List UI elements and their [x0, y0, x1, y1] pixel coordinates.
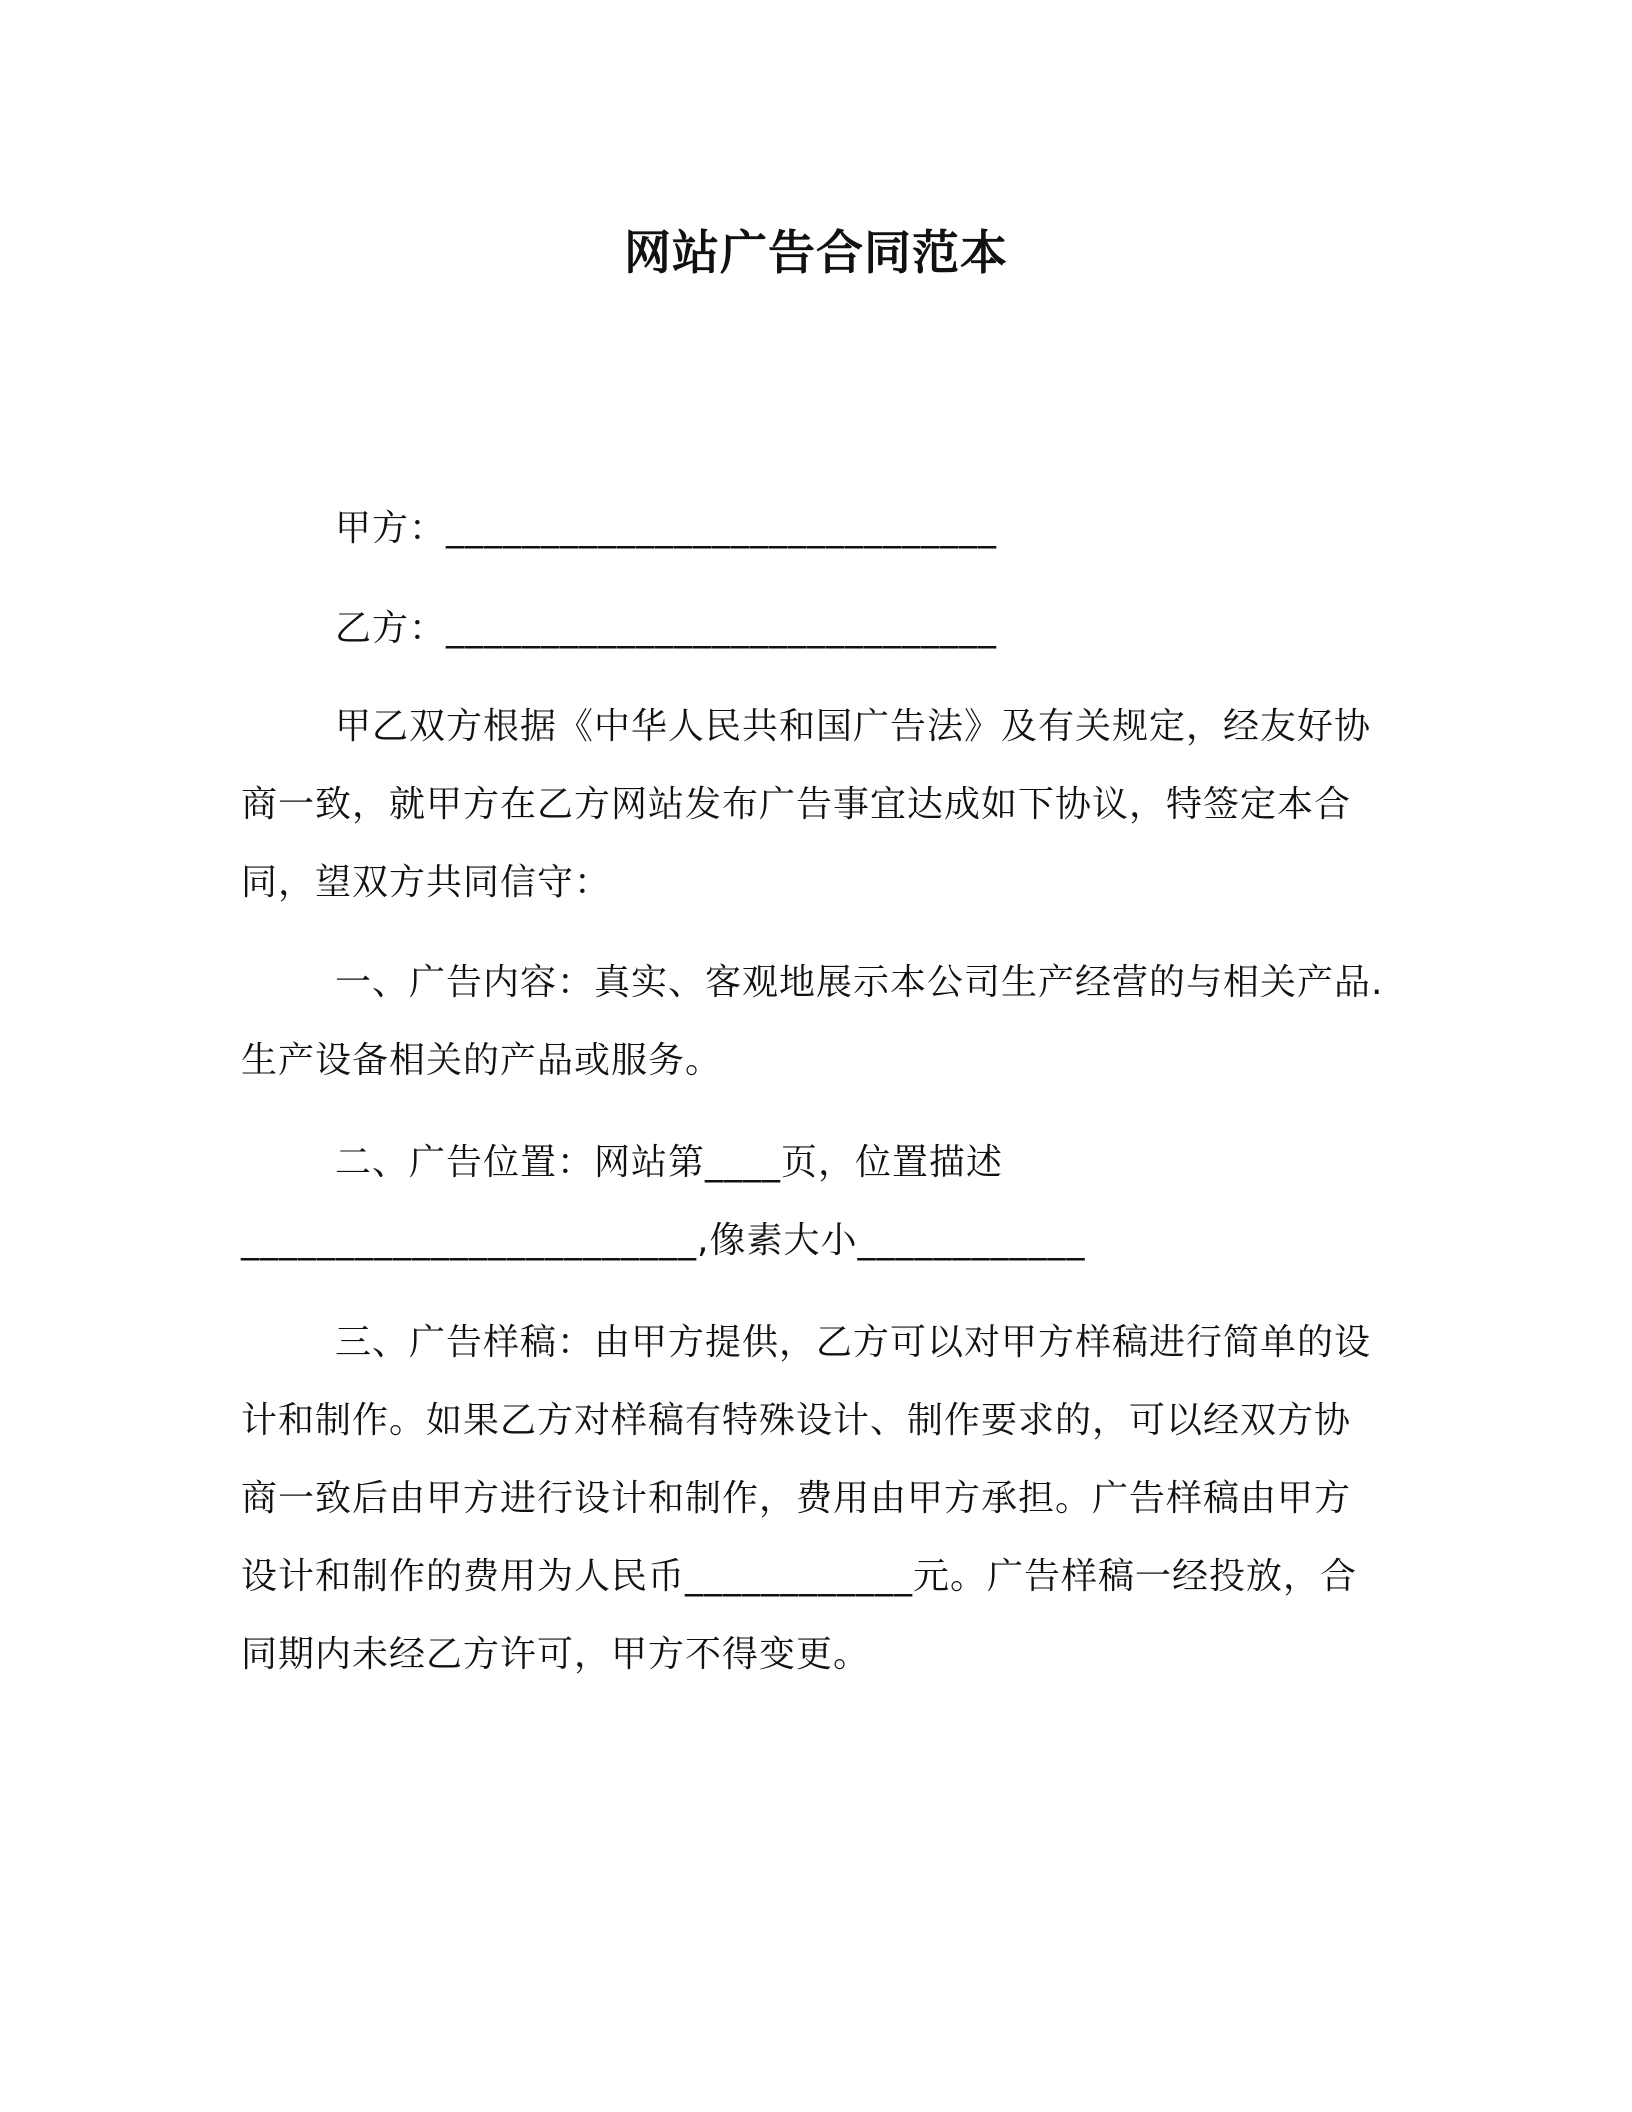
clause-1-line: 生产设备相关的产品或服务。: [241, 1040, 723, 1081]
clause-3-line: 同期内未经乙方许可，甲方不得变更。: [241, 1634, 871, 1675]
clause-2-line: 二、广告位置：网站第____页，位置描述: [335, 1142, 1004, 1183]
party-b-line: 乙方：_____________________________: [335, 608, 998, 649]
clause-3-paragraph: [241, 1304, 1391, 1694]
intro-line: 同，望双方共同信守：: [241, 862, 612, 903]
intro-line: 商一致，就甲方在乙方网站发布广告事宜达成如下协议，特签定本合: [241, 784, 1352, 825]
intro-paragraph: [241, 688, 1391, 922]
party-a-block: [241, 490, 1391, 568]
party-a-line: 甲方：_____________________________: [335, 508, 998, 549]
intro-line: 甲乙双方根据《中华人民共和国广告法》及有关规定，经友好协: [335, 706, 1372, 747]
document-title: 网站广告合同范本: [624, 226, 1008, 281]
clause-3-line: 设计和制作的费用为人民币____________元。广告样稿一经投放，合: [241, 1556, 1358, 1597]
clause-1-paragraph: [241, 944, 1391, 1100]
clause-3-line: 计和制作。如果乙方对样稿有特殊设计、制作要求的，可以经双方协: [241, 1400, 1352, 1441]
clause-3-line: 三、广告样稿：由甲方提供，乙方可以对甲方样稿进行简单的设: [335, 1322, 1372, 1363]
clause-2-paragraph: [241, 1124, 1391, 1280]
clause-3-line: 商一致后由甲方进行设计和制作，费用由甲方承担。广告样稿由甲方: [241, 1478, 1352, 1519]
clause-1-line: 一、广告内容：真实、客观地展示本公司生产经营的与相关产品.: [335, 962, 1384, 1003]
clause-2-line: ________________________,像素大小____________: [241, 1220, 1086, 1261]
party-b-block: [241, 590, 1391, 668]
